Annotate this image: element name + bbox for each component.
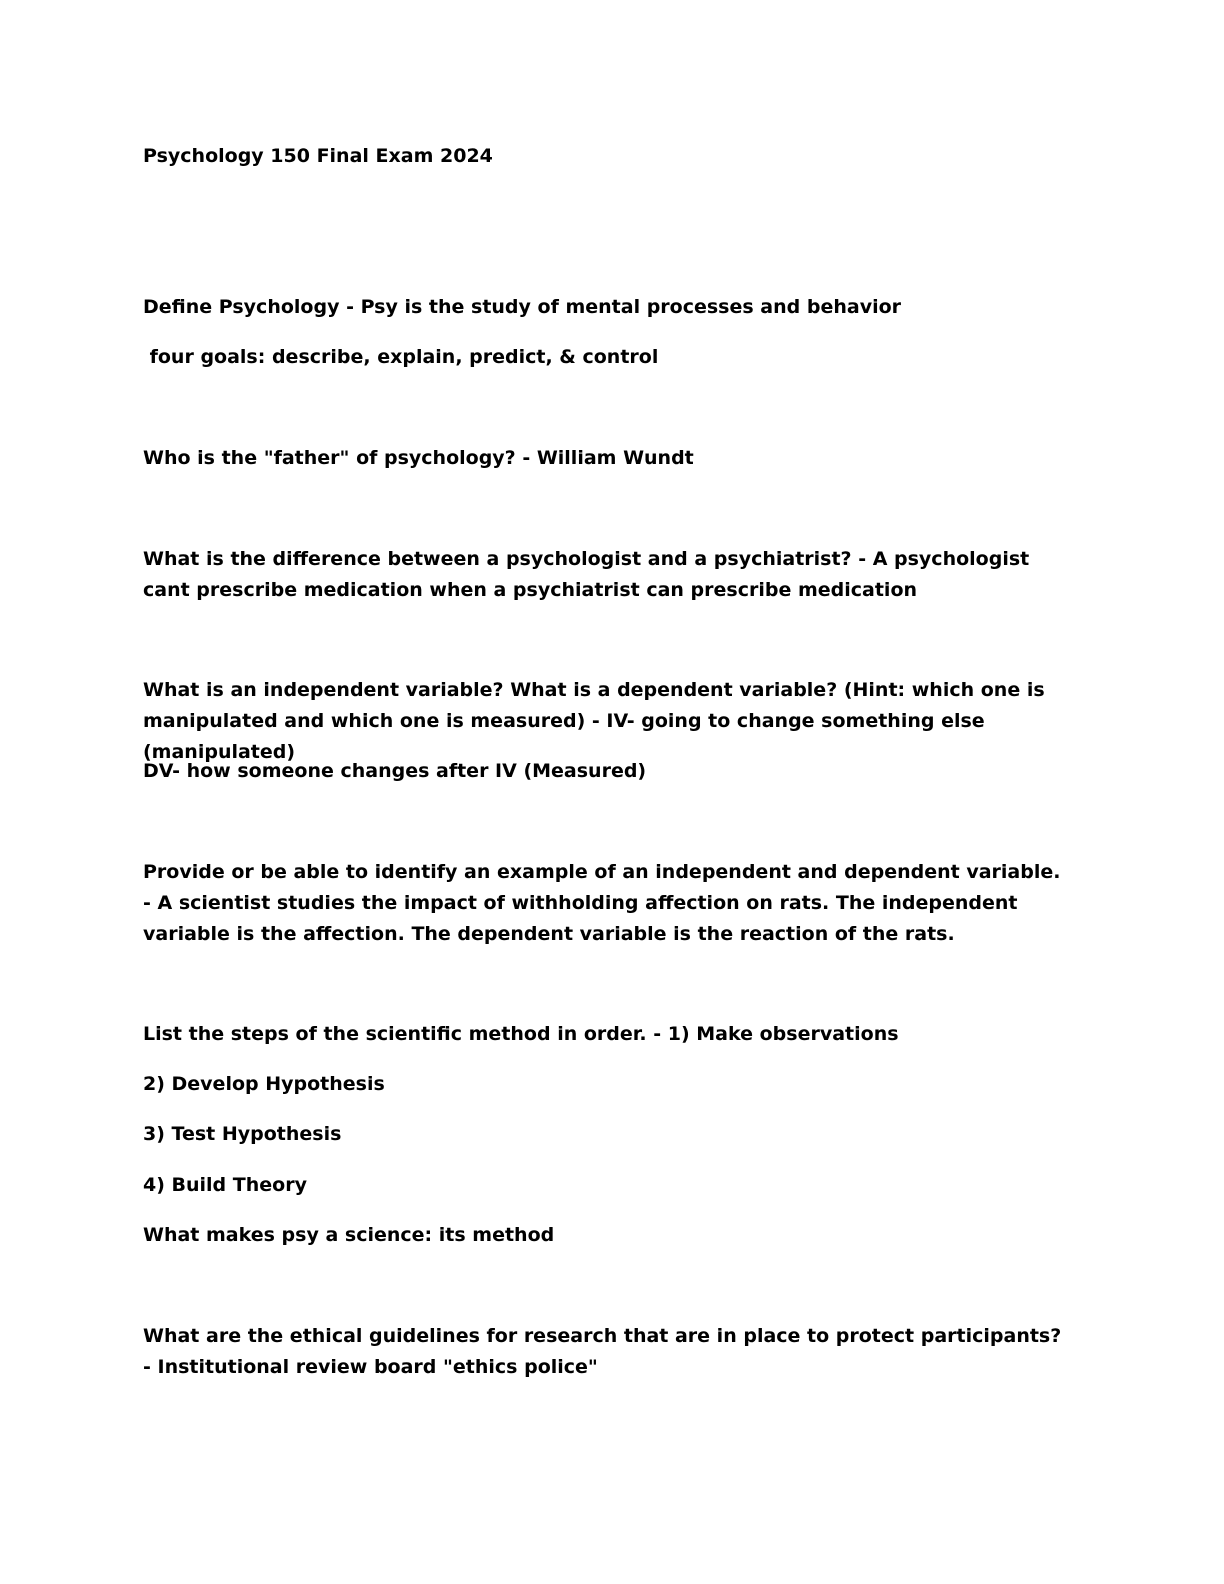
paragraph-scientific-method-step-2: 2) Develop Hypothesis [143, 1073, 385, 1095]
paragraph-father-of-psychology: Who is the "father" of psychology? - William Wundt [143, 447, 694, 469]
paragraph-psychologist-vs-psychiatrist: What is the difference between a psychologist and a psychiatrist? - A psychologist cant prescribe medication when a psychiatrist can prescribe medication [143, 548, 1030, 601]
paragraph-dv-definition: DV- how someone changes after IV (Measured) [143, 760, 647, 782]
paragraph-four-goals: four goals: describe, explain, predict, & control [143, 346, 659, 368]
paragraph-scientific-method-step-4: 4) Build Theory [143, 1174, 307, 1196]
paragraph-scientific-method-step-3: 3) Test Hypothesis [143, 1123, 342, 1145]
paragraph-scientific-method-step-1: List the steps of the scientific method in order. - 1) Make observations [143, 1023, 899, 1045]
paragraph-variable-example: Provide or be able to identify an example of an independent and dependent variable. - A scientist studies the impact of withholding affection on rats. The independent variable is the affection. The dependent variable is the reaction of the rats. [143, 861, 1061, 945]
paragraph-psy-science: What makes psy a science: its method [143, 1224, 555, 1246]
document-title: Psychology 150 Final Exam 2024 [143, 145, 493, 167]
paragraph-independent-dependent-variable: What is an independent variable? What is a dependent variable? (Hint: which one is manipulated and which one is measured) - IV- going to change something else (manipulated) [143, 679, 1045, 763]
paragraph-ethical-guidelines: What are the ethical guidelines for research that are in place to protect participants? - Institutional review board "ethics police" [143, 1325, 1062, 1378]
paragraph-define-psychology: Define Psychology - Psy is the study of mental processes and behavior [143, 296, 902, 318]
